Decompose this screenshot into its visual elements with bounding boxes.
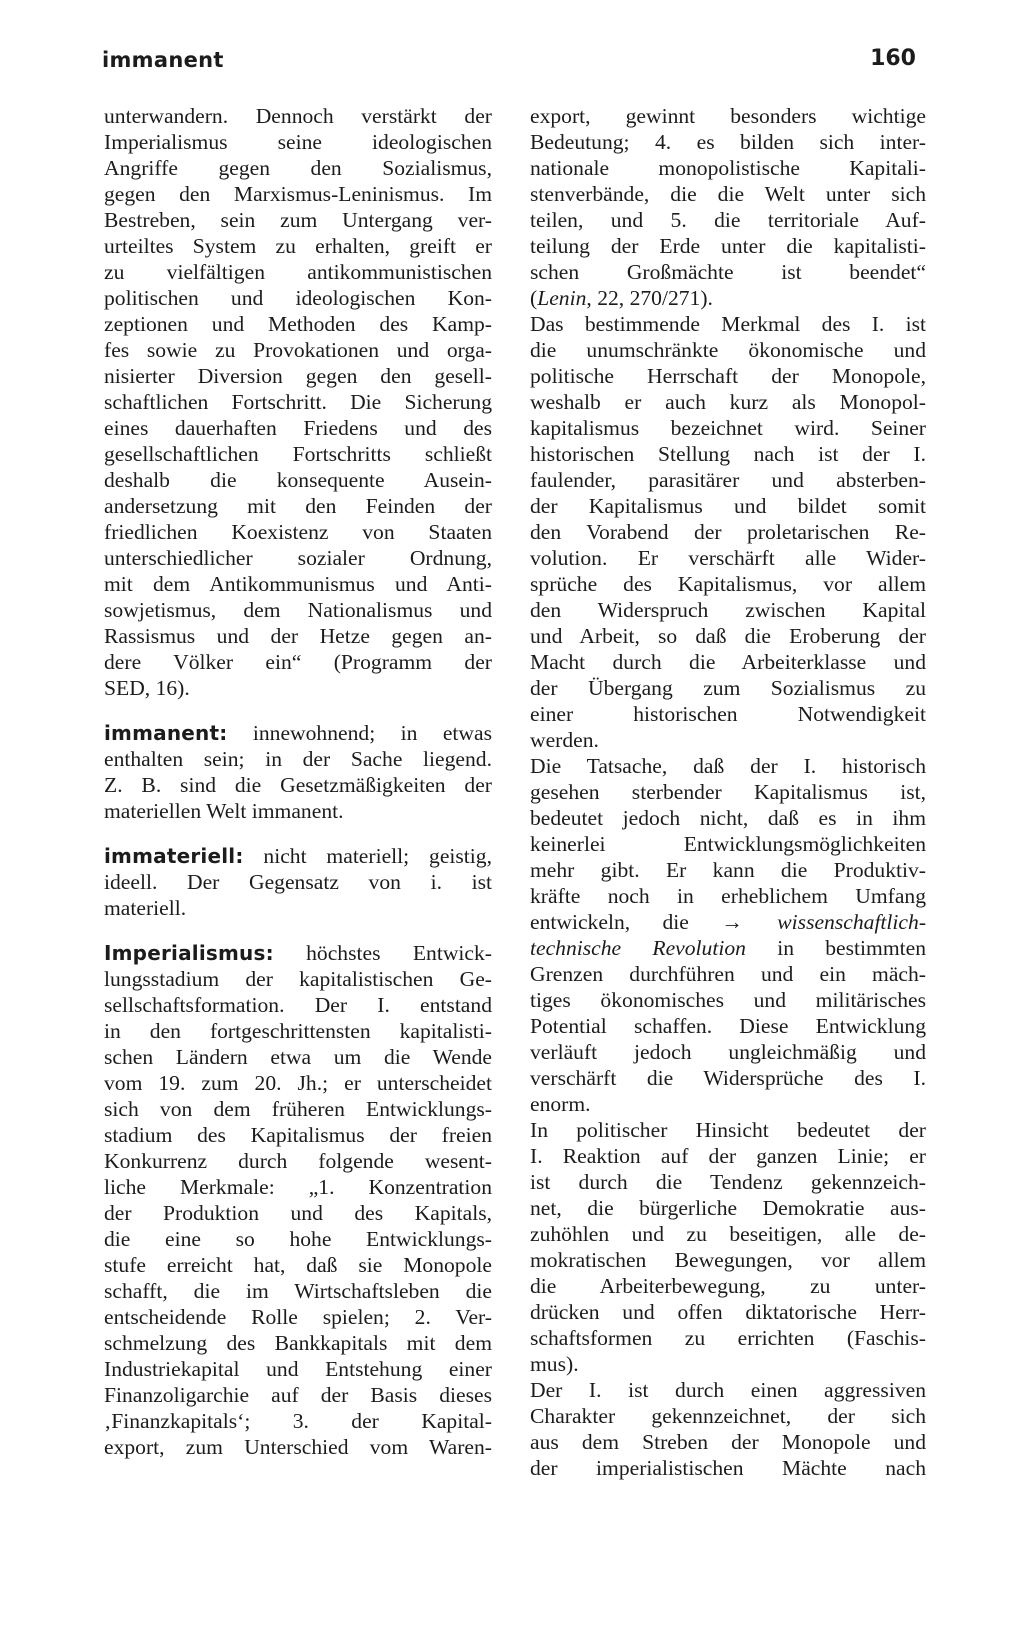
line-text: Imperialismus seine ideologischen (104, 130, 492, 154)
line-text: Industriekapital und Entstehung einer (104, 1357, 492, 1381)
line-text: zuhöhlen und zu beseitigen, alle de- (530, 1222, 926, 1246)
text-line (104, 1044, 492, 1070)
line-text: einer historischen Notwendigkeit (530, 702, 926, 726)
line-text: teilung der Erde unter die kapitalisti- (530, 234, 926, 258)
text-line (530, 155, 926, 181)
line-prefix: entwickeln, die (530, 910, 722, 934)
text-line (104, 1252, 492, 1278)
line-text: I. Reaktion auf der ganzen Linie; er (530, 1144, 926, 1168)
line-text: urteiltes System zu erhalten, greift er (104, 234, 492, 258)
text-line (104, 843, 492, 869)
line-text: mus). (530, 1352, 579, 1376)
text-line (530, 129, 926, 155)
text-line (530, 753, 926, 779)
text-line (530, 415, 926, 441)
page-number: 160 (870, 46, 916, 71)
italic-reference: technische Revolution (530, 936, 746, 960)
paragraph-gap (104, 921, 492, 940)
text-line (530, 805, 926, 831)
text-line (104, 798, 492, 824)
text-line (530, 311, 926, 337)
text-line (104, 545, 492, 571)
line-text: schmelzung des Bankkapitals mit dem (104, 1331, 492, 1355)
text-line (104, 1408, 492, 1434)
line-text: mokratischen Bewegungen, vor allem (530, 1248, 926, 1272)
text-line (104, 940, 492, 966)
text-line (104, 493, 492, 519)
line-text: Das bestimmende Merkmal des I. ist (530, 312, 926, 336)
line-text: ist durch die Tendenz gekennzeich- (530, 1170, 926, 1194)
line-text: Grenzen durchführen und ein mäch- (530, 962, 926, 986)
text-line (104, 103, 492, 129)
line-text: deshalb die konsequente Ausein- (104, 468, 492, 492)
line-text: entscheidende Rolle spielen; 2. Ver- (104, 1305, 492, 1329)
line-text: sich von dem früheren Entwicklungs- (104, 1097, 492, 1121)
text-line (530, 207, 926, 233)
line-text: den Widerspruch zwischen Kapital (530, 598, 926, 622)
text-line (104, 649, 492, 675)
text-line (530, 701, 926, 727)
line-text: gegen den Marxismus-Leninismus. Im (104, 182, 492, 206)
line-text: Konkurrenz durch folgende wesent- (104, 1149, 492, 1173)
text-line (104, 1434, 492, 1460)
line-text: unterwandern. Dennoch verstärkt der (104, 104, 492, 128)
line-text: Der I. ist durch einen aggressiven (530, 1378, 926, 1402)
line-text: der Produktion und des Kapitals, (104, 1201, 492, 1225)
text-line (104, 1382, 492, 1408)
line-text: Bestreben, sein zum Untergang ver- (104, 208, 492, 232)
line-prefix: ( (530, 286, 538, 310)
line-text: nationale monopolistische Kapitali- (530, 156, 926, 180)
line-text: nicht materiell; geistig, (243, 844, 492, 868)
text-line (104, 233, 492, 259)
line-text: schafft, die im Wirtschaftsleben die (104, 1279, 492, 1303)
line-text: gesellschaftlichen Fortschritts schließt (104, 442, 492, 466)
line-text: der Kapitalismus und bildet somit (530, 494, 926, 518)
text-line (104, 1226, 492, 1252)
line-text: keinerlei Entwicklungsmöglichkeiten (530, 832, 926, 856)
text-line (530, 883, 926, 909)
text-line (530, 1221, 926, 1247)
text-line (104, 389, 492, 415)
cross-reference-arrow-icon: → (721, 910, 778, 934)
line-text: eines dauerhaften Friedens und des (104, 416, 492, 440)
text-line (530, 1403, 926, 1429)
line-text: enthalten sein; in der Sache liegend. (104, 747, 492, 771)
line-text: , 22, 270/271). (586, 286, 713, 310)
text-line (530, 987, 926, 1013)
text-line (530, 1117, 926, 1143)
line-text: zu vielfältigen antikommunistischen (104, 260, 492, 284)
line-text: in den fortgeschrittensten kapitalisti- (104, 1019, 492, 1043)
text-line (530, 363, 926, 389)
line-text: Bedeutung; 4. es bilden sich inter- (530, 130, 926, 154)
text-line (104, 571, 492, 597)
text-line (530, 727, 926, 753)
text-line (104, 259, 492, 285)
text-line (530, 623, 926, 649)
line-text: nisierter Diversion gegen den gesell- (104, 364, 492, 388)
text-line (104, 895, 492, 921)
text-line (530, 909, 926, 935)
line-text: schen Ländern etwa um die Wende (104, 1045, 492, 1069)
text-line (104, 363, 492, 389)
line-text: den Vorabend der proletarischen Re- (530, 520, 926, 544)
line-text: Angriffe gegen den Sozialismus, (104, 156, 492, 180)
text-line (530, 961, 926, 987)
text-line (530, 675, 926, 701)
line-text: historischen Stellung nach ist der I. (530, 442, 926, 466)
text-line (530, 1325, 926, 1351)
italic-reference: wissenschaftlich- (777, 910, 927, 934)
text-line (104, 1018, 492, 1044)
text-line (530, 233, 926, 259)
line-text: Finanzoligarchie auf der Basis dieses (104, 1383, 492, 1407)
text-line (530, 259, 926, 285)
line-text: schaftsformen zu errichten (Faschis- (530, 1326, 926, 1350)
text-line (530, 597, 926, 623)
text-line (530, 441, 926, 467)
line-text: werden. (530, 728, 599, 752)
line-text: schen Großmächte ist beendet“ (530, 260, 926, 284)
text-line (104, 772, 492, 798)
line-text: export, zum Unterschied vom Waren- (104, 1435, 492, 1459)
line-text: kapitalismus bezeichnet wird. Seiner (530, 416, 926, 440)
line-text: friedlichen Koexistenz von Staaten (104, 520, 492, 544)
text-line (530, 831, 926, 857)
line-text: die Arbeiterbewegung, zu unter- (530, 1274, 926, 1298)
text-line (530, 571, 926, 597)
text-line (104, 285, 492, 311)
line-text: kräfte noch in erheblichem Umfang (530, 884, 926, 908)
text-line (530, 1013, 926, 1039)
text-line (530, 1455, 926, 1481)
text-line (530, 1351, 926, 1377)
line-text: die unumschränkte ökonomische und (530, 338, 926, 362)
text-line (104, 129, 492, 155)
line-text: verläuft jedoch ungleichmäßig und (530, 1040, 926, 1064)
line-text: verschärft die Widersprüche des I. (530, 1066, 926, 1090)
text-line (104, 519, 492, 545)
text-line (104, 675, 492, 701)
line-text: stenverbände, die die Welt unter sich (530, 182, 926, 206)
line-text: bedeutet jedoch nicht, daß es in ihm (530, 806, 926, 830)
text-line (104, 207, 492, 233)
left-column (104, 103, 492, 1460)
line-text: politischen und ideologischen Kon- (104, 286, 492, 310)
line-text: zeptionen und Methoden des Kamp- (104, 312, 492, 336)
line-text: in bestimmten (745, 936, 926, 960)
line-text: sprüche des Kapitalismus, vor allem (530, 572, 926, 596)
line-text: aus dem Streben der Monopole und (530, 1430, 926, 1454)
text-line (530, 1429, 926, 1455)
line-text: drücken und offen diktatorische Herr- (530, 1300, 926, 1324)
line-text: gesehen sterbender Kapitalismus ist, (530, 780, 926, 804)
text-line (530, 857, 926, 883)
text-line (104, 1096, 492, 1122)
line-text: SED, 16). (104, 676, 190, 700)
text-line (530, 545, 926, 571)
text-line (104, 720, 492, 746)
paragraph-gap (104, 701, 492, 720)
text-line (530, 181, 926, 207)
text-line (104, 1356, 492, 1382)
line-text: Potential schaffen. Diese Entwicklung (530, 1014, 926, 1038)
text-line (530, 1299, 926, 1325)
text-line (530, 1039, 926, 1065)
line-text: höchstes Entwick- (273, 941, 492, 965)
line-text: export, gewinnt besonders wichtige (530, 104, 926, 128)
text-line (104, 597, 492, 623)
text-line (530, 337, 926, 363)
line-text: enorm. (530, 1092, 591, 1116)
text-line (104, 181, 492, 207)
text-line (104, 467, 492, 493)
text-line (104, 992, 492, 1018)
line-text: ‚Finanzkapitals‘; 3. der Kapital- (104, 1409, 492, 1433)
entry-term: Imperialismus: (104, 941, 274, 965)
line-text: mehr gibt. Er kann die Produktiv- (530, 858, 926, 882)
line-text: sowjetismus, dem Nationalismus und (104, 598, 492, 622)
line-text: politische Herrschaft der Monopole, (530, 364, 926, 388)
line-text: lungsstadium der kapitalistischen Ge- (104, 967, 492, 991)
paragraph-gap (104, 824, 492, 843)
line-text: Charakter gekennzeichnet, der sich (530, 1404, 926, 1428)
page-header-word: immanent (102, 48, 224, 72)
text-line (530, 1247, 926, 1273)
text-line (104, 746, 492, 772)
text-line (530, 1143, 926, 1169)
text-line (530, 389, 926, 415)
text-line (104, 1304, 492, 1330)
text-line (530, 1273, 926, 1299)
text-line (104, 415, 492, 441)
text-line (104, 441, 492, 467)
entry-term: immanent: (104, 721, 228, 745)
text-line (530, 493, 926, 519)
text-line (530, 649, 926, 675)
text-line (530, 467, 926, 493)
text-line (530, 1065, 926, 1091)
line-text: materiellen Welt immanent. (104, 799, 344, 823)
text-line (104, 623, 492, 649)
text-line (104, 1122, 492, 1148)
line-text: schaftlichen Fortschritt. Die Sicherung (104, 390, 492, 414)
text-line (104, 1278, 492, 1304)
line-text: ideell. Der Gegensatz von i. ist (104, 870, 492, 894)
line-text: stadium des Kapitalismus der freien (104, 1123, 492, 1147)
line-text: Macht durch die Arbeiterklasse und (530, 650, 926, 674)
text-line (530, 1377, 926, 1403)
line-text: sellschaftsformation. Der I. entstand (104, 993, 492, 1017)
text-line (104, 337, 492, 363)
line-text: stufe erreicht hat, daß sie Monopole (104, 1253, 492, 1277)
line-text: tiges ökonomisches und militärisches (530, 988, 926, 1012)
line-text: weshalb er auch kurz als Monopol- (530, 390, 926, 414)
italic-reference: Lenin (537, 286, 587, 310)
line-text: der Übergang zum Sozialismus zu (530, 676, 926, 700)
line-text: Die Tatsache, daß der I. historisch (530, 754, 926, 778)
line-text: Z. B. sind die Gesetzmäßigkeiten der (104, 773, 492, 797)
line-text: faulender, parasitärer und absterben- (530, 468, 926, 492)
text-line (530, 935, 926, 961)
text-line (104, 1148, 492, 1174)
line-text: innewohnend; in etwas (227, 721, 492, 745)
line-text: unterschiedlicher sozialer Ordnung, (104, 546, 492, 570)
line-text: In politischer Hinsicht bedeutet der (530, 1118, 926, 1142)
text-line (104, 311, 492, 337)
entry-term: immateriell: (104, 844, 244, 868)
text-line (530, 103, 926, 129)
line-text: volution. Er verschärft alle Wider- (530, 546, 926, 570)
text-line (104, 1330, 492, 1356)
text-line (530, 779, 926, 805)
text-line (530, 519, 926, 545)
text-line (104, 966, 492, 992)
text-line (104, 1070, 492, 1096)
text-line (104, 1174, 492, 1200)
text-line (530, 1169, 926, 1195)
line-text: fes sowie zu Provokationen und orga- (104, 338, 492, 362)
line-text: liche Merkmale: „1. Konzentration (104, 1175, 492, 1199)
text-line (104, 869, 492, 895)
line-text: vom 19. zum 20. Jh.; er unterscheidet (104, 1071, 492, 1095)
text-line (530, 1195, 926, 1221)
line-text: mit dem Antikommunismus und Anti- (104, 572, 492, 596)
line-text: net, die bürgerliche Demokratie aus- (530, 1196, 926, 1220)
line-text: und Arbeit, so daß die Eroberung der (530, 624, 926, 648)
text-line (530, 1091, 926, 1117)
line-text: Rassismus und der Hetze gegen an- (104, 624, 492, 648)
line-text: der imperialistischen Mächte nach (530, 1456, 926, 1480)
text-line (104, 155, 492, 181)
line-text: teilen, und 5. die territoriale Auf- (530, 208, 926, 232)
line-text: materiell. (104, 896, 187, 920)
text-line (104, 1200, 492, 1226)
line-text: andersetzung mit den Feinden der (104, 494, 492, 518)
right-column (530, 103, 926, 1481)
line-text: die eine so hohe Entwicklungs- (104, 1227, 492, 1251)
line-text: dere Völker ein“ (Programm der (104, 650, 492, 674)
text-line (530, 285, 926, 311)
